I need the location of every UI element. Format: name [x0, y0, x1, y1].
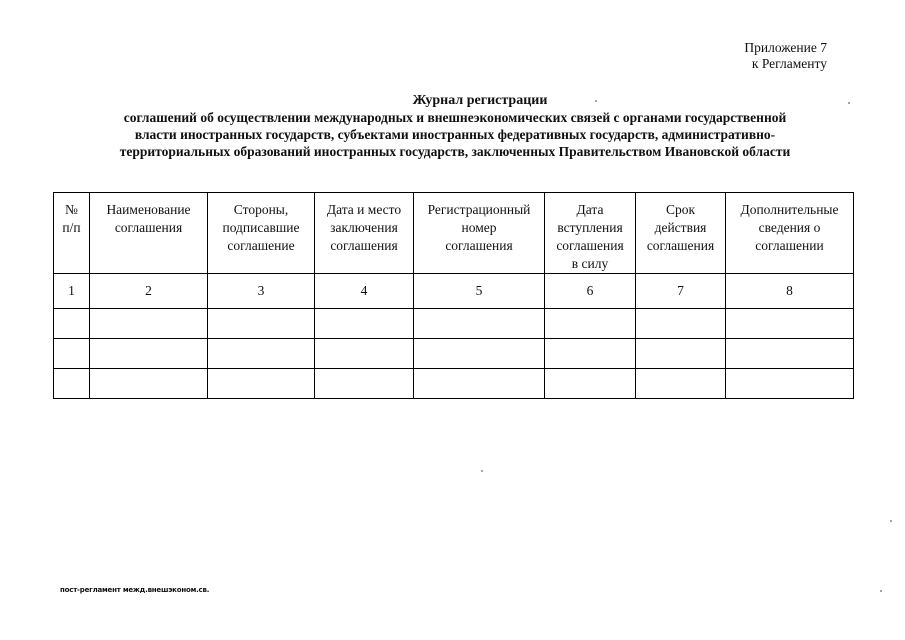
column-header — [208, 193, 315, 274]
column-number-row — [54, 274, 854, 309]
table-row — [54, 339, 854, 369]
column-header-line: соглашения — [646, 238, 715, 253]
column-header-line: соглашения — [556, 238, 624, 253]
column-number-cell: 4 — [315, 274, 414, 309]
table-cell — [414, 309, 545, 339]
column-header-line: Срок — [665, 202, 696, 217]
table-cell — [90, 369, 208, 399]
column-number-cell: 2 — [90, 274, 208, 309]
table-cell — [726, 309, 854, 339]
title-heading: Журнал регистрации — [412, 93, 548, 108]
column-header — [90, 193, 208, 274]
column-header — [545, 193, 636, 274]
scan-speck — [880, 590, 882, 592]
table-cell — [90, 339, 208, 369]
table-cell — [545, 369, 636, 399]
column-header — [54, 193, 90, 274]
table-cell — [208, 369, 315, 399]
column-header-line: соглашения — [330, 238, 398, 253]
column-header-line: соглашения — [445, 238, 513, 253]
column-header — [726, 193, 854, 274]
column-header — [636, 193, 726, 274]
table-body — [54, 274, 854, 399]
document-title — [60, 92, 850, 160]
column-header — [414, 193, 545, 274]
table-cell — [545, 309, 636, 339]
table-cell — [315, 369, 414, 399]
table-cell — [90, 309, 208, 339]
appendix-line-1: Приложение 7 — [744, 40, 827, 55]
title-line-1: соглашений об осуществлении международных и внешнеэкономических связей с органами государственной — [123, 110, 787, 125]
table-row — [54, 369, 854, 399]
table-row — [54, 309, 854, 339]
column-number-cell: 5 — [414, 274, 545, 309]
title-line-2: власти иностранных государств, субъектами иностранных федеративных государств, административно- — [134, 127, 776, 142]
column-header-line: соглашение — [227, 238, 295, 253]
column-header-line: Дата и место — [326, 202, 402, 217]
table-cell — [545, 339, 636, 369]
scan-speck — [595, 100, 597, 102]
table-cell — [208, 339, 315, 369]
table-cell — [54, 309, 90, 339]
column-header-line: Дополнительные — [740, 202, 839, 217]
registration-journal-table — [53, 192, 854, 399]
table-cell — [726, 339, 854, 369]
column-number-cell: 7 — [636, 274, 726, 309]
column-header-line: подписавшие — [222, 220, 300, 235]
scan-speck — [481, 470, 483, 472]
appendix-line-2: к Регламенту — [751, 56, 827, 71]
column-header-line: Наименование — [106, 202, 191, 217]
column-header-line: Дата — [576, 202, 604, 217]
table-cell — [414, 369, 545, 399]
column-number-cell: 8 — [726, 274, 854, 309]
table-cell — [315, 339, 414, 369]
column-header-line: заключения — [330, 220, 398, 235]
footer-filename: пост-регламент межд.внешэконом.св. — [60, 586, 210, 594]
column-header-line: Регистрационный — [427, 202, 531, 217]
scan-speck — [848, 102, 850, 104]
table-cell — [208, 309, 315, 339]
column-header-line: номер — [461, 220, 497, 235]
table-cell — [414, 339, 545, 369]
column-header-line: Стороны, — [233, 202, 289, 217]
column-header-line: в силу — [571, 256, 609, 271]
table-cell — [636, 309, 726, 339]
column-header-line: соглашения — [114, 220, 183, 235]
column-number-cell: 6 — [545, 274, 636, 309]
table-cell — [54, 339, 90, 369]
table-cell — [315, 309, 414, 339]
column-number-cell: 1 — [54, 274, 90, 309]
title-line-3: территориальных образований иностранных государств, заключенных Правительством Ивановской области — [119, 144, 791, 159]
column-header-line: действия — [654, 220, 707, 235]
column-header — [315, 193, 414, 274]
column-header-line: сведения о — [758, 220, 821, 235]
scan-speck — [890, 520, 892, 522]
table-cell — [636, 369, 726, 399]
column-header-line: п/п — [62, 220, 81, 235]
table-header-row — [54, 193, 854, 274]
column-header-line: № — [65, 202, 78, 217]
column-header-line: соглашении — [755, 238, 824, 253]
table-cell — [54, 369, 90, 399]
table-cell — [726, 369, 854, 399]
table-cell — [636, 339, 726, 369]
column-header-line: вступления — [557, 220, 623, 235]
appendix-label — [744, 40, 827, 72]
column-number-cell: 3 — [208, 274, 315, 309]
